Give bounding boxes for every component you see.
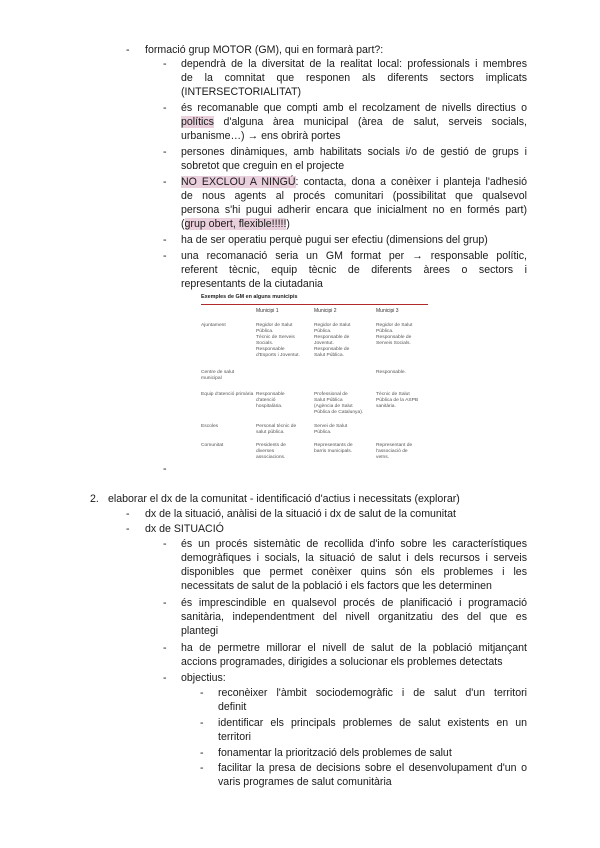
cell-line: Servei de Salut — [314, 424, 348, 429]
cell-line: Representants de — [314, 443, 353, 448]
cell-line: d'Esports i Joventut. — [256, 353, 300, 358]
list-item: (INTERSECTORIALITAT) — [181, 86, 302, 98]
cell-line: barris municipals. — [314, 449, 353, 454]
table-cell — [376, 443, 412, 461]
cell-line: d'atenció — [256, 398, 276, 403]
dash-marker: - — [163, 642, 167, 654]
dash-marker: - — [163, 234, 167, 246]
cell-line: Pública. — [256, 329, 274, 334]
cell-line: Serveis Socials. — [376, 341, 411, 346]
list-item: referent tècnic, equip tècnic de diferents àrees o sectors i — [181, 264, 527, 276]
dash-marker: - — [200, 747, 204, 759]
dash-marker: - — [163, 538, 167, 550]
row-label: Comunitat — [201, 443, 224, 448]
cell-line: Salut Pública. — [314, 353, 344, 358]
list-item: de nous agents al procés comunitari (possibilitat que qualsevol — [181, 190, 527, 202]
dash-marker: - — [126, 523, 130, 535]
table-cell — [314, 424, 347, 436]
table-cell — [256, 424, 296, 436]
list-item: fonamentar la priorització dels problemes de salut — [218, 747, 452, 759]
cell-line: veïns. — [376, 455, 390, 460]
table-cell — [376, 392, 418, 410]
table-cell — [376, 370, 406, 376]
text-run: d'alguna àrea municipal (àrea de salut, serveis socials, — [213, 116, 527, 128]
table-cell — [314, 323, 350, 359]
cell-line: Responsable — [256, 347, 285, 352]
highlight: polítics — [181, 116, 214, 128]
dash-marker: - — [126, 508, 130, 520]
dash-marker: - — [163, 58, 167, 70]
list-item: objectius: — [181, 672, 226, 684]
row-label: Escoles — [201, 424, 219, 429]
cell-line: associacions. — [256, 455, 286, 460]
list-item: de la comnitat que responen als diferents sectors implicats — [181, 72, 527, 84]
list-item: és imprescindible en qualsevol procés de planificació i programació — [181, 597, 527, 609]
cell-line: Regidor de Salut — [314, 323, 351, 328]
cell-line: Regidor de Salut — [256, 323, 293, 328]
dash-marker: - — [163, 463, 167, 475]
gm-examples-table — [201, 294, 428, 474]
table-cell — [256, 392, 285, 410]
cell-line: Representant de — [376, 443, 413, 448]
cell-line: Responsable de — [314, 347, 350, 352]
section-title: elaborar el dx de la comunitat - identificació d'actius i necessitats (explorar) — [108, 493, 460, 505]
list-item: definit — [218, 701, 247, 713]
list-item: dx de SITUACIÓ — [145, 523, 224, 535]
dash-marker: - — [163, 102, 167, 114]
table-cell — [314, 443, 353, 455]
dash-marker: - — [200, 687, 204, 699]
cell-line: Personal tècnic de — [256, 424, 297, 429]
cell-line: Pública de la ASPB — [376, 398, 419, 403]
list-item: formació grup MOTOR (GM), qui en formarà part?: — [145, 44, 384, 56]
list-item: necessitats de salut de la població i els factors que les determinen — [181, 580, 492, 592]
list-item: és un procés sistemàtic de recollida d'info sobre les característiques — [181, 538, 527, 550]
highlight: grup obert, flexible!!!!! — [184, 218, 287, 230]
table-cell — [314, 392, 363, 416]
cell-line: Joventut. — [314, 341, 334, 346]
list-item: persones dinàmiques, amb habilitats socials i/o de gestió de grups i — [181, 146, 527, 158]
text-run: ) — [286, 218, 290, 230]
list-item — [181, 115, 527, 129]
highlight: NO EXCLOU A NINGÚ — [181, 176, 296, 188]
dash-marker: - — [200, 717, 204, 729]
list-item: sobretot que creguin en el projecte — [181, 160, 345, 172]
cell-line: Pública. — [314, 329, 332, 334]
row-label: Equip d'atenció primària — [201, 392, 254, 397]
dash-marker: - — [200, 762, 204, 774]
cell-line: hospitalària. — [256, 404, 283, 409]
dash-marker: - — [126, 44, 130, 56]
list-item: territori — [218, 731, 251, 743]
list-item: disponibles que permet conèixer quins són els problemes i les — [181, 566, 527, 578]
cell-line: salut pública. — [256, 430, 285, 435]
cell-line: Responsable de — [314, 335, 350, 340]
text-run: : contacta, dona a conèixer i planteja l'adhesió — [295, 176, 527, 188]
table-caption: Exemples de GM en alguns municipis — [201, 294, 298, 300]
cell-line: Pública. — [376, 329, 394, 334]
table-cell — [376, 323, 412, 347]
dash-marker: - — [163, 672, 167, 684]
cell-line: Tècnic de Salut — [376, 392, 410, 397]
list-item: representants de la ciutadania — [181, 278, 323, 290]
cell-line: sanitària. — [376, 404, 396, 409]
table-rule — [201, 304, 428, 305]
cell-line: Responsable. — [376, 370, 406, 375]
list-item: identificar els principals problemes de salut existents en un — [218, 717, 527, 729]
dash-marker: - — [163, 146, 167, 158]
list-item — [181, 175, 527, 189]
list-item: és recomanable que compti amb el recolzament de nivells directius o — [181, 102, 527, 114]
list-item: facilitar la presa de decisions sobre el desenvolupament d'un o — [218, 762, 527, 774]
cell-line: diverses — [256, 449, 275, 454]
list-item: varis programes de salut comunitària — [218, 776, 392, 788]
cell-line: l'associació de — [376, 449, 408, 454]
dash-marker: - — [163, 176, 167, 188]
list-item: una recomanació seria un GM format per → responsable polític, — [181, 250, 527, 262]
row-label: Centre de salut municipal — [201, 370, 235, 381]
row-label: Ajuntament — [201, 323, 226, 328]
list-item: reconèixer l'àmbit sociodemogràfic i de salut d'un territori — [218, 687, 527, 699]
table-cell — [256, 323, 300, 359]
cell-line: Pública. — [314, 430, 332, 435]
cell-line: Presidents de — [256, 443, 286, 448]
cell-line: Socials. — [256, 341, 274, 346]
list-item: sanitària, independentment del nivell organitzatiu des del que es — [181, 611, 527, 623]
list-item: demogràfiques i socials, la situació de salut i dels recursos i serveis — [181, 552, 527, 564]
list-item: dependrà de la diversitat de la realitat local: professionals i membres — [181, 58, 527, 70]
list-item: ha de ser operatiu perquè pugui ser efectiu (dimensions del grup) — [181, 234, 488, 246]
cell-line: (Agència de Salut — [314, 404, 353, 409]
table-header: Municipi 1 — [256, 308, 279, 314]
dash-marker: - — [163, 597, 167, 609]
cell-line: Professional de — [314, 392, 348, 397]
text-run: ( — [181, 218, 185, 230]
list-item: urbanisme…) → ens obrirà portes — [181, 130, 341, 142]
list-item: plantegi — [181, 625, 219, 637]
dash-marker: - — [163, 250, 167, 262]
table-header: Municipi 3 — [376, 308, 399, 314]
cell-line: Tècnic de Serveis — [256, 335, 295, 340]
list-item: accions programades, dirigides a solucionar els problemes detectats — [181, 656, 503, 668]
cell-line: Responsable de — [376, 335, 412, 340]
cell-line: Pública de Catalunya). — [314, 410, 364, 415]
list-item: ha de permetre millorar el nivell de salut de la població mitjançant — [181, 642, 527, 654]
list-item: persona s'hi pugui adherir encara que inicialment no en formés part) — [181, 204, 527, 216]
table-header: Municipi 2 — [314, 308, 337, 314]
number-marker: 2. — [90, 493, 99, 505]
cell-line: Regidor de Salut — [376, 323, 413, 328]
list-item: dx de la situació, anàlisi de la situació i dx de salut de la comunitat — [145, 508, 456, 520]
list-item — [181, 217, 290, 231]
table-cell — [256, 443, 286, 461]
cell-line: Responsable — [256, 392, 285, 397]
cell-line: Salut Pública — [314, 398, 343, 403]
